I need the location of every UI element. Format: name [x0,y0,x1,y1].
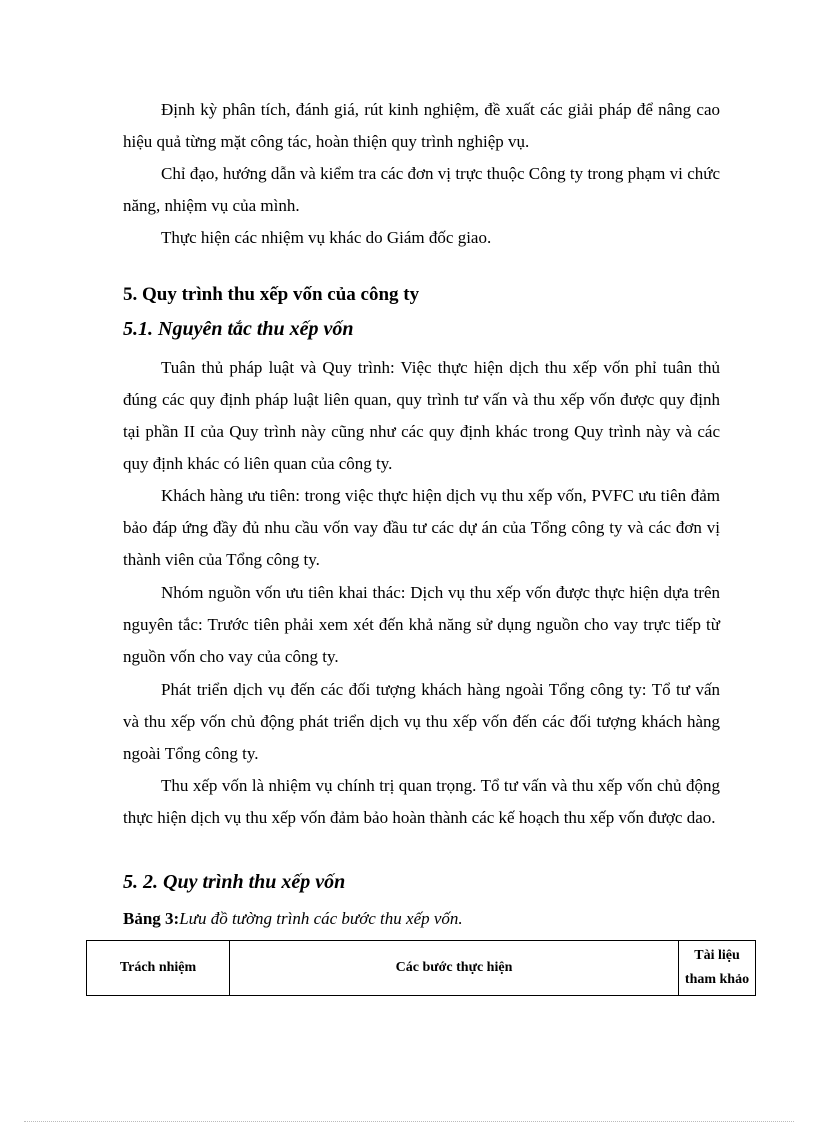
header-responsibility: Trách nhiệm [87,941,230,996]
section-5-2-title: 5. 2. Quy trình thu xếp vốn [123,871,346,893]
table-caption-label: Bảng 3: [123,909,180,928]
paragraph-analysis: Định kỳ phân tích, đánh giá, rút kinh nghiệm, đề xuất các giải pháp để nâng cao hiệu quả từng mặt công tác, hoàn thiện quy trình nghiệp vụ. [123,100,720,151]
paragraph-develop-services: Phát triển dịch vụ đến các đối tượng khách hàng ngoài Tổng công ty: Tổ tư vấn và thu xếp vốn chủ động phát triển dịch vụ thu xếp vốn đến các đối tượng khách hàng ngoài Tổng công ty. [123,680,720,763]
paragraph-direction: Chỉ đạo, hướng dẫn và kiểm tra các đơn vị trực thuộc Công ty trong phạm vi chức năng, nhiệm vụ của mình. [123,164,720,215]
section-5-title: 5. Quy trình thu xếp vốn của công ty [123,284,420,305]
header-steps: Các bước thực hiện [230,941,679,996]
paragraph-legal-compliance: Tuân thủ pháp luật và Quy trình: Việc thực hiện dịch thu xếp vốn phỉ tuân thủ đúng các quy định pháp luật liên quan, quy trình tư vấn và thu xếp vốn được quy định tại phần II của Quy trình này cũng như các quy định khác trong Quy trình này và các quy định khác có liên quan của công ty. [123,358,720,473]
page-bottom-divider [24,1121,794,1122]
table-header-row [87,941,756,996]
header-references: Tài liệu tham khảo [679,941,756,996]
section-5-1-title: 5.1. Nguyên tắc thu xếp vốn [123,318,354,340]
table-caption-text: Lưu đồ tường trình các bước thu xếp vốn. [179,909,463,928]
paragraph-other-tasks: Thực hiện các nhiệm vụ khác do Giám đốc giao. [161,228,492,247]
steps-table [86,940,756,996]
table-caption [123,909,463,929]
paragraph-priority-sources: Nhóm nguồn vốn ưu tiên khai thác: Dịch vụ thu xếp vốn được thực hiện dựa trên nguyên tắc: Trước tiên phải xem xét đến khả năng sử dụng nguồn cho vay trực tiếp từ nguồn vốn cho vay của công ty. [123,583,720,666]
paragraph-political-task: Thu xếp vốn là nhiệm vụ chính trị quan trọng. Tổ tư vấn và thu xếp vốn chủ động thực hiện dịch vụ thu xếp vốn đảm bảo hoàn thành các kế hoạch thu xếp vốn được dao. [123,776,720,827]
paragraph-priority-customers: Khách hàng ưu tiên: trong việc thực hiện dịch vụ thu xếp vốn, PVFC ưu tiên đảm bảo đáp ứng đầy đủ nhu cầu vốn vay đầu tư các dự án của Tổng công ty và các đơn vị thành viên của Tổng công ty. [123,486,720,569]
